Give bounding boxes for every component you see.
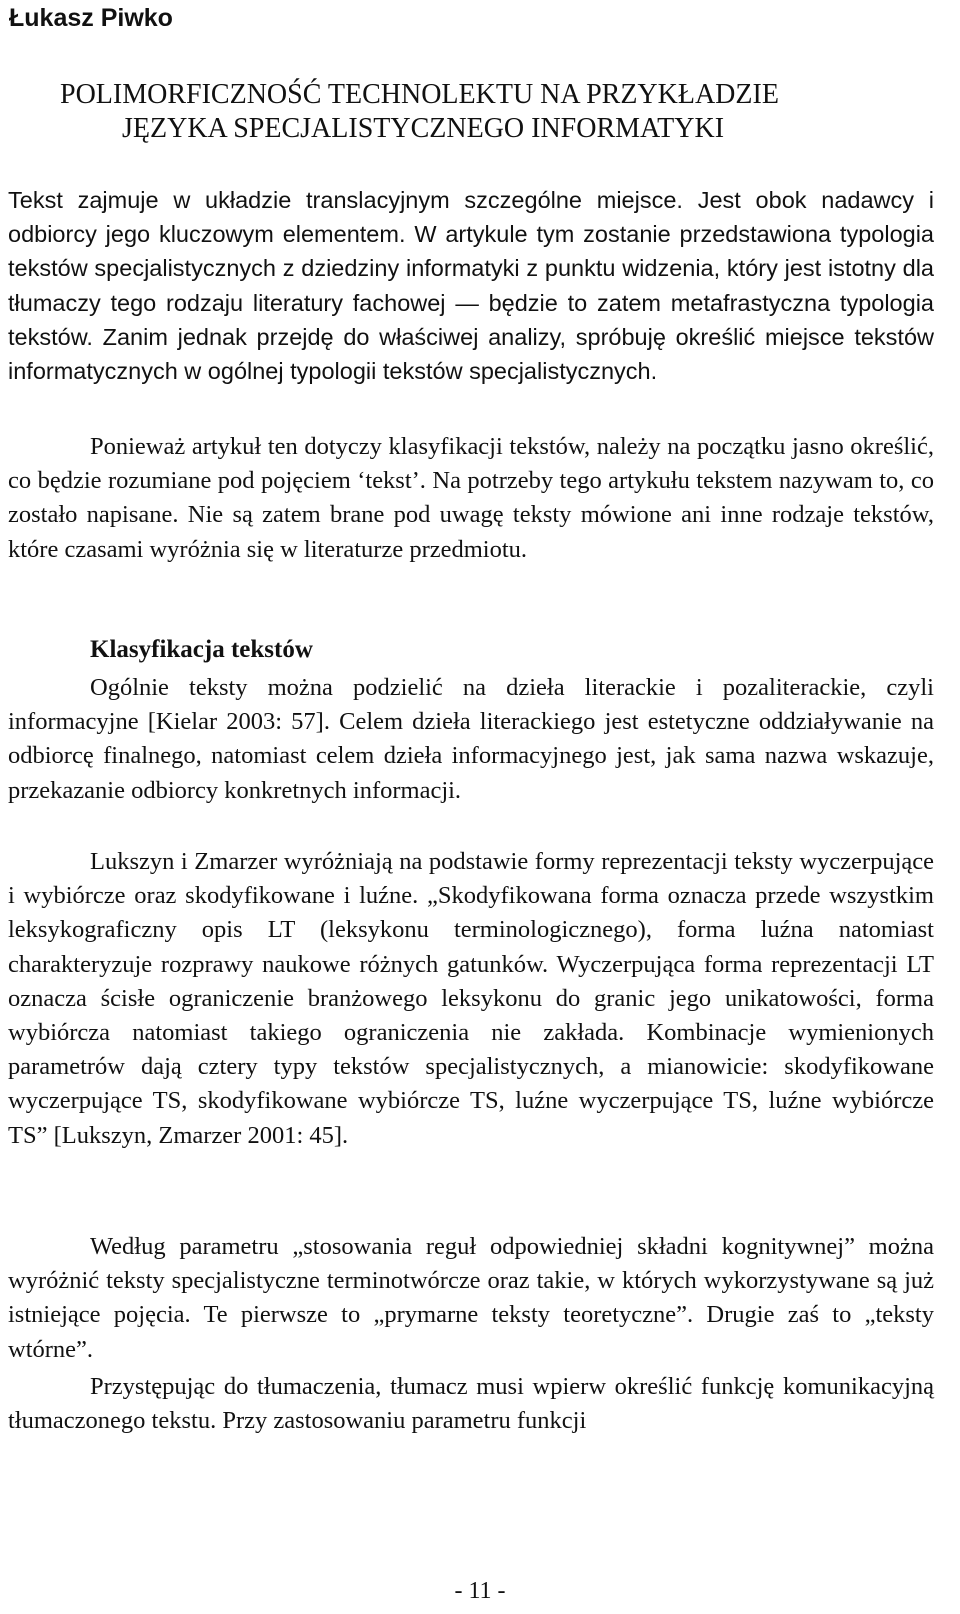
- article-title: [60, 78, 920, 146]
- abstract-paragraph: Tekst zajmuje w układzie translacyjnym szczególne miejsce. Jest obok nadawcy i odbiorcy jego kluczowym elementem. W artykule tym zostanie przedstawiona typologia tekstów specjalistycznych z dziedziny informatyki z punktu widzenia, który jest istotny dla tłumaczy tego rodzaju literatury fachowej — będzie to zatem metafrastyczna typologia tekstów. Zanim jednak przejdę do właściwej analizy, spróbuję określić miejsce tekstów informatycznych w ogólnej typologii tekstów specjalistycznych.: [8, 187, 934, 385]
- body-paragraph-4: Przystępując do tłumaczenia, tłumacz musi wpierw określić funkcję komunikacyjną tłumaczonego tekstu. Przy zastosowaniu parametru funkcji: [8, 1373, 934, 1435]
- title-line-1: POLIMORFICZNOŚĆ TECHNOLEKTU NA PRZYKŁADZIE: [60, 79, 779, 110]
- intro-paragraph: Ponieważ artykuł ten dotyczy klasyfikacji tekstów, należy na początku jasno określić, co będzie rozumiane pod pojęciem ‘tekst’. Na potrzeby tego artykułu tekstem nazywam to, co zostało napisane. Nie są zatem brane pod uwagę teksty mówione ani inne rodzaje tekstów, które czasami wyróżnia się w literaturze przedmiotu.: [8, 433, 934, 563]
- author-name: Łukasz Piwko: [9, 4, 173, 32]
- body-paragraph-2: Lukszyn i Zmarzer wyróżniają na podstawie formy reprezentacji teksty wyczerpujące i wybiórcze oraz skodyfikowane i luźne. „Skodyfikowana forma oznacza przede wszystkim leksykograficzny opis LT (leksykonu terminologicznego), forma luźna natomiast charakteryzuje rozprawy naukowe różnych gatunków. Wyczerpująca forma reprezentacji LT oznacza ścisłe ograniczenie branżowego leksykonu do granic jego unikatowości, forma wybiórcza natomiast takiego ograniczenia nie zakłada. Kombinacje wymienionych parametrów dają cztery typy tekstów specjalistycznych, a mianowicie: skodyfikowane wyczerpujące TS, skodyfikowane wybiórcze TS, luźne wyczerpujące TS, luźne wybiórcze TS” [Lukszyn, Zmarzer 2001: 45].: [8, 848, 934, 1149]
- body-paragraph-1: Ogólnie teksty można podzielić na dzieła literackie i pozaliterackie, czyli informacyjne [Kielar 2003: 57]. Celem dzieła literackiego jest estetyczne oddziaływanie na odbiorcę finalnego, natomiast celem dzieła informacyjnego jest, jak sama nazwa wskazuje, przekazanie odbiorcy konkretnych informacji.: [8, 674, 934, 804]
- title-line-2: JĘZYKA SPECJALISTYCZNEGO INFORMATYKI: [122, 113, 725, 144]
- section-heading: Klasyfikacja tekstów: [90, 636, 313, 663]
- page-number: - 11 -: [454, 1578, 506, 1604]
- body-paragraph-3: Według parametru „stosowania reguł odpowiedniej składni kognitywnej” można wyróżnić teksty specjalistyczne terminotwórcze oraz takie, w których wykorzystywane są już istniejące pojęcia. Te pierwsze to „prymarne teksty teoretyczne”. Drugie zaś to „teksty wtórne”.: [8, 1233, 934, 1363]
